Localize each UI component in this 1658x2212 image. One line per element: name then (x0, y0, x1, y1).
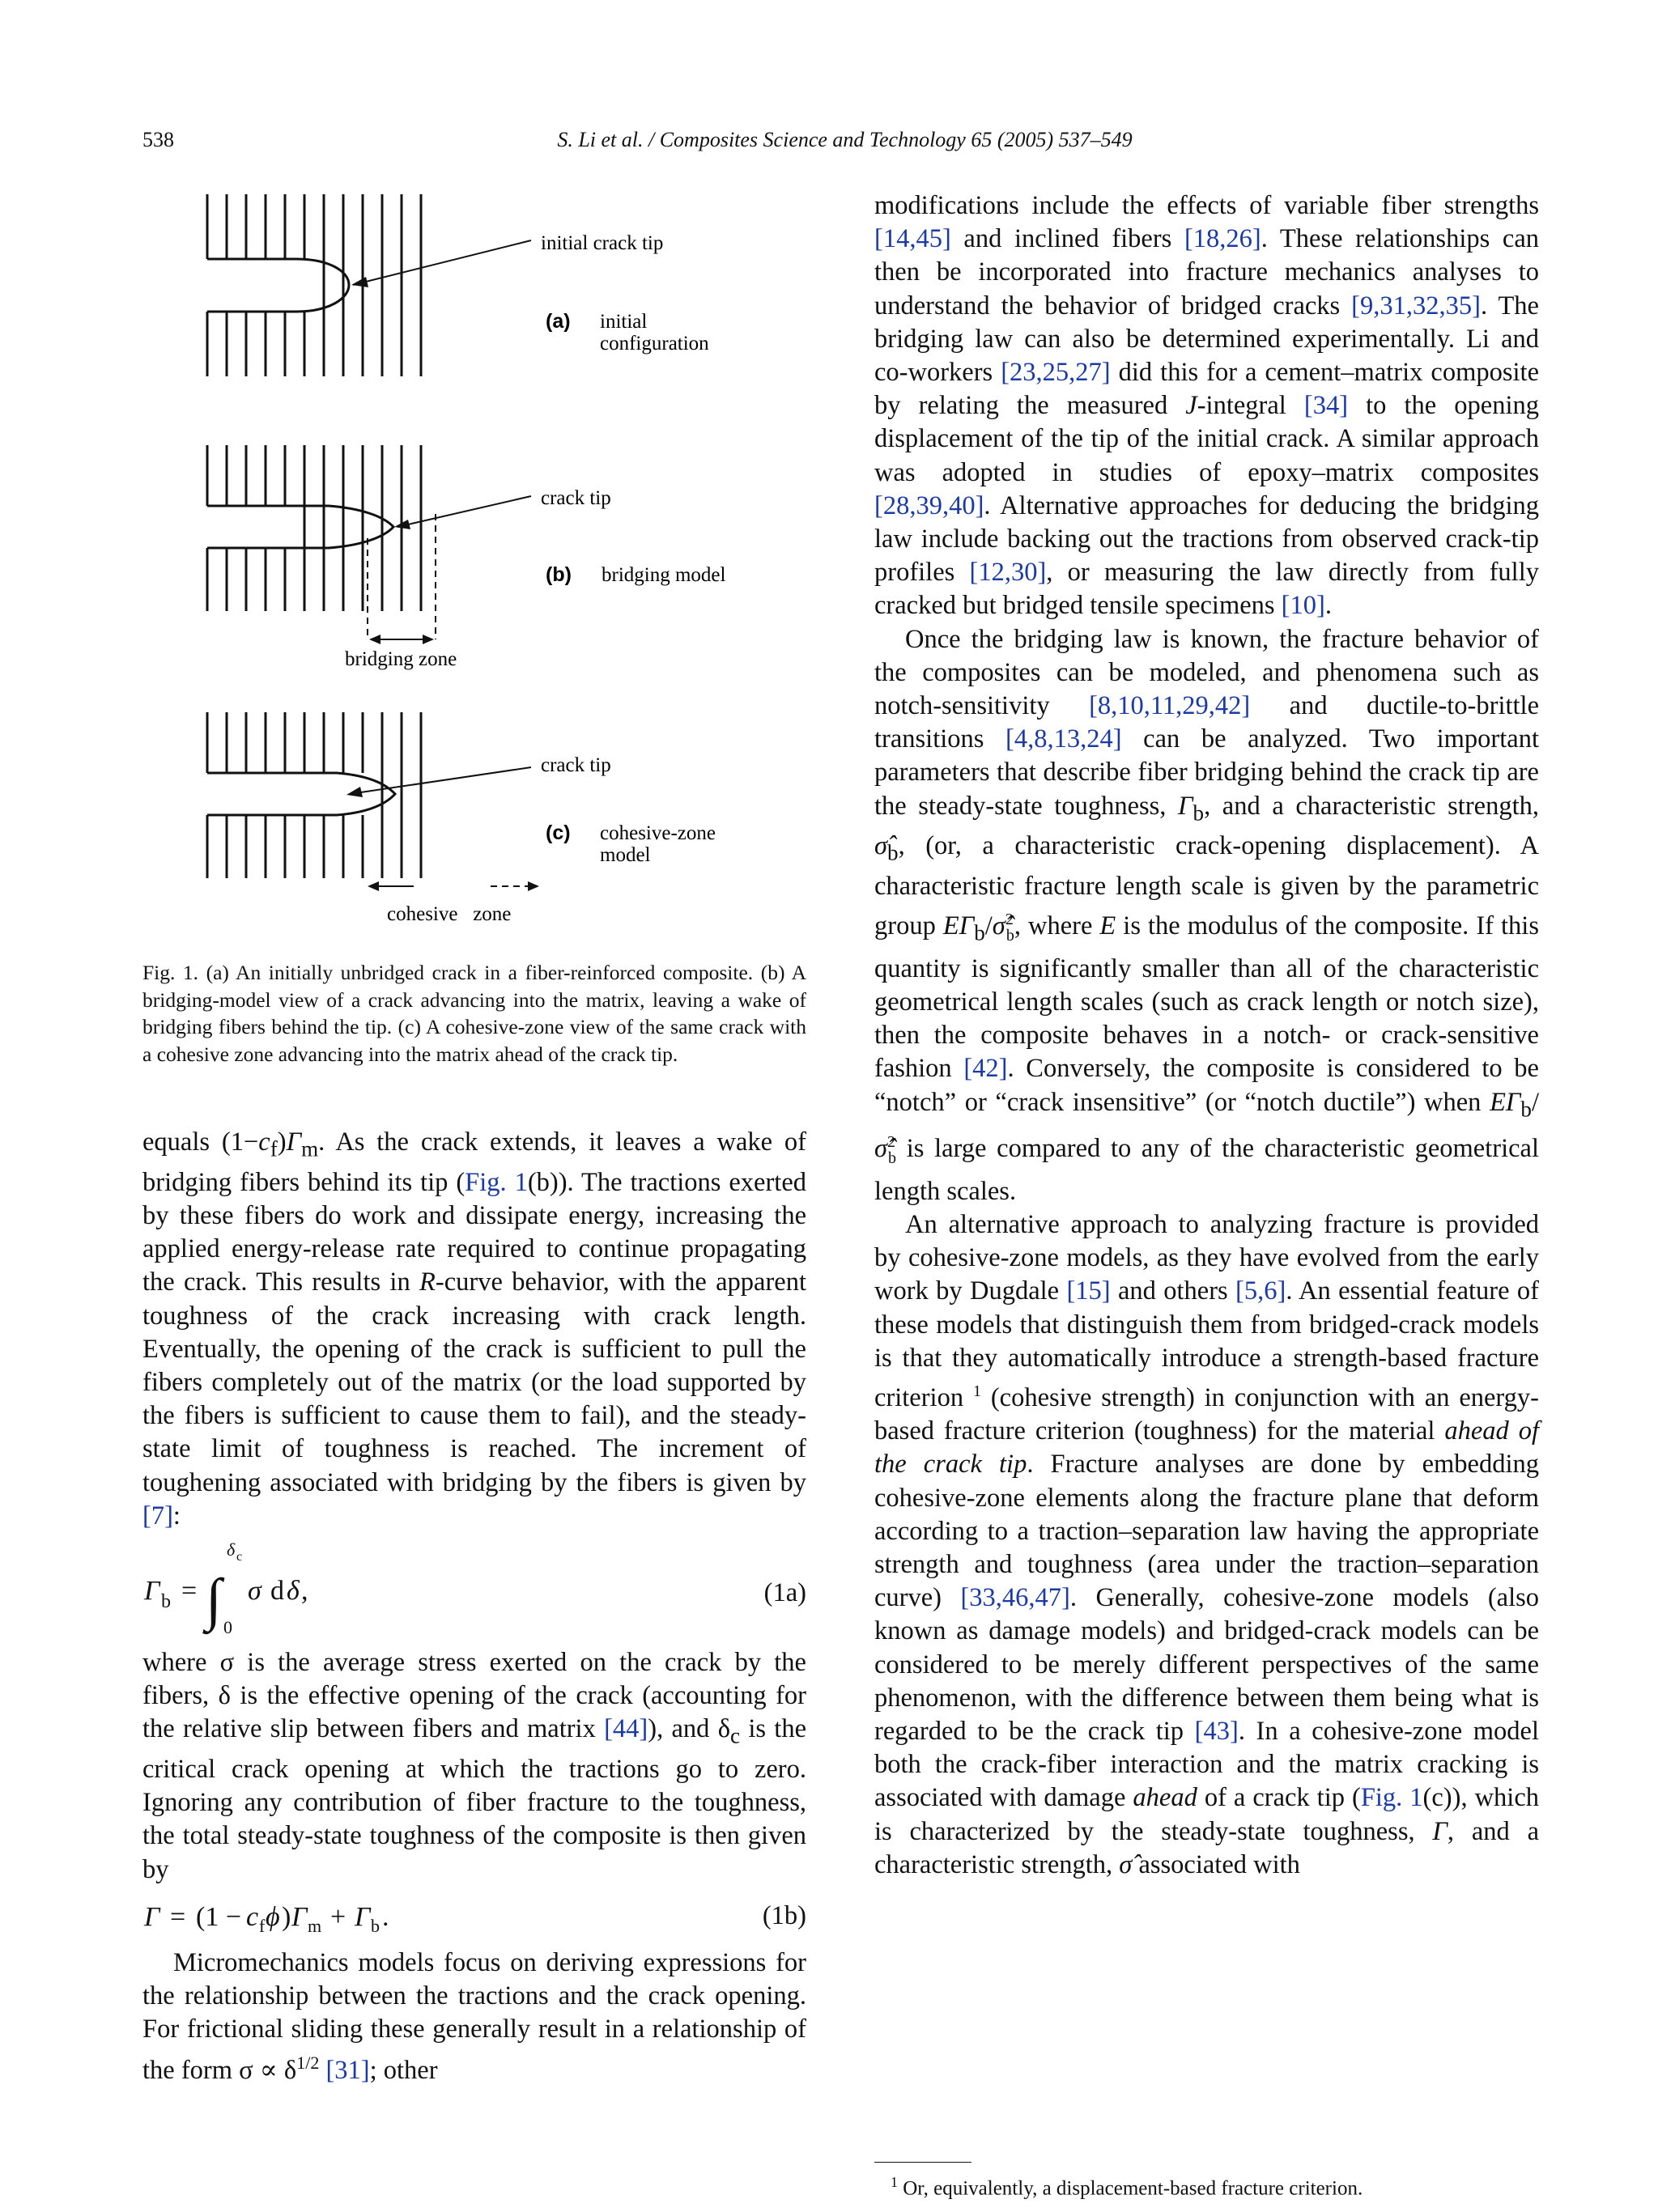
citation-link[interactable]: [44] (604, 1714, 648, 1744)
footnote-rule (874, 2162, 971, 2163)
panel-b-tip-label: crack tip (541, 487, 611, 509)
paragraph: modifications include the effects of variable fiber strengths [14,45] and inclined fibers [18,26]. These relationships can then be incorporated into fracture mechanics analyses to understand the behavior of bridged cracks [9,31,32,35]. The bridging law can also be determined experimentally. Li and co-workers [23,25,27] did this for a cement–matrix composite by relating the measured J-integral [34] to the opening displacement of the tip of the initial crack. A similar approach was adopted in studies of epoxy–matrix composites [28,39,40]. Alternative approaches for deducing the bridging law include backing out the tractions from observed crack-tip profiles [12,30], or measuring the law directly from fully cracked but bridged tensile specimens [10]. (874, 191, 1539, 621)
citation-link[interactable]: [18,26] (1184, 224, 1261, 254)
citation-link[interactable]: [9,31,32,35] (1351, 291, 1481, 321)
panel-a-title-1: initial (600, 311, 648, 333)
citation-link[interactable]: [5,6] (1235, 1276, 1286, 1306)
citation-link[interactable]: [42] (963, 1054, 1008, 1084)
figure-link[interactable]: Fig. 1 (465, 1167, 528, 1197)
panel-b-title: bridging model (602, 564, 726, 586)
panel-c-tag: (c) (546, 822, 571, 844)
math-length-group: $E\Gamma_b/\sigmâ^2_b$ (874, 1087, 1539, 1167)
svg-text:Γ: Γ (355, 1901, 371, 1932)
svg-text:δ: δ (287, 1575, 300, 1606)
paragraph: Micromechanics models focus on deriving expressions for the relationship between the tractions and the crack opening. For frictional sliding these generally result in a relationship of the form $\sigma \propto \delta^{1/2}$ [31]; other (142, 1947, 806, 2086)
svg-text:b: b (161, 1590, 171, 1612)
panel-a-crack (207, 259, 349, 312)
equation-1b-math (142, 1895, 483, 1938)
svg-text:+: + (330, 1901, 346, 1932)
equation-number: (1a) (763, 1577, 806, 1607)
footnote (891, 2174, 1363, 2200)
footnote-mark[interactable]: 1 (972, 1382, 981, 1401)
paragraph: where σ is the average stress exerted on the crack by the fibers, δ is the effective opening of the crack (accounting for the relative slip between fibers and matrix [44]), and $\delta_c$ is the critical crack opening at which the tractions go to zero. Ignoring any contribution of fiber fracture to the toughness, the total steady-state toughness of the composite is then given by (142, 1647, 806, 1884)
svg-text:=: = (181, 1575, 198, 1606)
panel-b-zone-label: bridging zone (345, 648, 457, 670)
left-column (142, 1126, 806, 2088)
panel-c-title-2: model (600, 844, 651, 866)
svg-text:ϕ: ϕ (266, 1901, 280, 1932)
citation-link[interactable]: [10] (1281, 591, 1325, 621)
paragraph: Once the bridging law is known, the fracture behavior of the composites can be modeled, and phenomena such as notch-sensitivity [8,10,11,29,42] and ductile-to-brittle transitions [4,8,13,24] can be analyzed. Two important parameters that describe fiber bridging behind the crack tip are the steady-state toughness, $\Gamma_b$, and a characteristic strength, $\sigmâ_b$, (or, a characteristic crack-opening displacement). A characteristic fracture length scale is given by the parametric group $E\Gamma_b/\sigmâ^2_b$, where E is the modulus of the composite. If this quantity is significantly smaller than all of the characteristic geometrical length scales (such as crack length or notch size), then the composite behaves in a notch- or crack-sensitive fashion [42]. Conversely, the composite is considered to be “notch” or “crack insensitive” (or “notch ductile”) when $E\Gamma_b/\sigmâ^2_b$ is large compared to any of the characteristic geometrical length scales. (874, 624, 1539, 1206)
svg-text:b: b (371, 1915, 380, 1936)
citation-link[interactable]: [12,30] (969, 558, 1047, 588)
paragraph: An alternative approach to analyzing fracture is provided by cohesive-zone models, as they have evolved from the early work by Dugdale [15] and others [5,6]. An essential feature of these models that distinguish them from bridged-crack models is that they automatically introduce a strength-based fracture criterion $^1$ (cohesive strength) in conjunction with an energy-based fracture criterion (toughness) for the material ahead of the crack tip. Fracture analyses are done by embedding cohesive-zone elements along the fracture plane that deform according to a traction–separation law having the appropriate strength and toughness (area under the traction–separation curve) [33,46,47]. Generally, cohesive-zone models (also known as damage models) and bridged-crack models can be considered to be merely different perspectives of the same phenomenon, with the difference between them being what is regarded to be the crack tip [43]. In a cohesive-zone model both the crack-fiber interaction and the matrix cracking is associated with damage ahead of a crack tip (Fig. 1(c)), which is characterized by the steady-state toughness, Γ, and a characteristic strength, σ̂ associated with (874, 1210, 1540, 1879)
svg-text:,: , (301, 1575, 308, 1606)
footnote-text: Or, equivalently, a displacement-based fracture criterion. (903, 2177, 1363, 2200)
right-column (874, 189, 1539, 1882)
figure-link[interactable]: Fig. 1 (1360, 1783, 1423, 1813)
math-length-group: $E\Gamma_b/\sigmâ^2_b$ (942, 911, 1014, 945)
svg-text:Γ: Γ (291, 1901, 308, 1932)
svg-text:.: . (382, 1901, 389, 1932)
panel-c-tip-label: crack tip (541, 754, 611, 776)
equation-1b (142, 1895, 806, 1938)
panel-c-zone-label: cohesive zone (387, 903, 512, 925)
svg-text:δ: δ (227, 1539, 236, 1560)
equation-1a-math (142, 1533, 385, 1646)
panel-c-fibers (207, 712, 421, 878)
panel-b-tag: (b) (546, 563, 572, 586)
svg-text:d: d (270, 1575, 284, 1606)
svg-text:Γ: Γ (144, 1575, 160, 1606)
citation-link[interactable]: [34] (1303, 391, 1349, 421)
equation-number: (1b) (762, 1900, 806, 1930)
figure-caption: Fig. 1. (a) An initially unbridged crack in a fiber-reinforced composite. (b) A bridging-model view of a crack advancing into the matrix, leaving a wake of bridging fibers behind the tip. (c) A cohesive-zone view of the same crack with a cohesive zone advancing into the matrix ahead of the crack tip. (142, 961, 806, 1066)
citation-link[interactable]: [15] (1066, 1276, 1111, 1306)
math-sigma-hat-b: $\sigmâ_b$ (874, 831, 899, 865)
svg-text:c: c (246, 1901, 259, 1932)
panel-a-fibers (207, 194, 421, 376)
svg-text:0: 0 (223, 1616, 232, 1637)
figure-1 (142, 182, 806, 947)
svg-text:m: m (308, 1915, 322, 1936)
citation-link[interactable]: [8,10,11,29,42] (1089, 691, 1251, 721)
math-sigma-hat: σ̂ (1119, 1849, 1133, 1879)
panel-a-tag: (a) (546, 310, 571, 333)
citation-link[interactable]: [14,45] (874, 224, 951, 254)
svg-text:σ: σ (248, 1575, 261, 1606)
citation-link[interactable]: [4,8,13,24] (1005, 724, 1122, 754)
svg-text:∫: ∫ (206, 1566, 222, 1632)
math-gamma-b: $\Gamma_b$ (1178, 791, 1205, 826)
page-number: 538 (142, 128, 174, 151)
math-gamma: Γ (1432, 1816, 1448, 1846)
footnote-number: 1 (891, 2174, 898, 2190)
svg-text:(1 −: (1 − (196, 1901, 241, 1932)
citation-link[interactable]: [31] (325, 2056, 370, 2086)
citation-link[interactable]: [33,46,47] (960, 1583, 1070, 1613)
citation-link[interactable]: [7] (142, 1501, 173, 1531)
svg-text:c: c (236, 1549, 243, 1564)
panel-a-title-2: configuration (600, 333, 709, 355)
svg-text:=: = (170, 1901, 186, 1932)
panel-c-title-1: cohesive-zone (600, 822, 716, 844)
svg-text:f: f (259, 1915, 266, 1936)
paragraph: equals $(1-c_f)\Gamma_m$. As the crack extends, it leaves a wake of bridging fibers behind its tip (Fig. 1(b)). The tractions exerted by these fibers do work and dissipate energy, increasing the applied energy-release rate required to continue propagating the crack. This results in R-curve behavior, with the apparent toughness of the crack increasing with crack length. Eventually, the opening of the crack is sufficient to pull the fibers completely out of the matrix (or the load supported by the fibers is sufficient to cause them to fail), and the steady-state limit of toughness is reached. The increment of toughening associated with bridging by the fibers is given by [7]: (142, 1127, 806, 1531)
svg-text:Γ: Γ (144, 1901, 160, 1932)
svg-text:): ) (282, 1901, 291, 1932)
running-head: S. Li et al. / Composites Science and Technology 65 (2005) 537–549 (557, 128, 1133, 151)
panel-a-tip-label: initial crack tip (541, 232, 664, 254)
panel-b-fibers (207, 445, 421, 611)
citation-link[interactable]: [28,39,40] (874, 490, 984, 520)
equation-1a (142, 1533, 806, 1646)
running-header (142, 128, 1547, 160)
panel-c-crack (207, 773, 395, 815)
citation-link[interactable]: [43] (1194, 1716, 1239, 1746)
panel-b-crack (207, 506, 393, 548)
citation-link[interactable]: [23,25,27] (1001, 358, 1111, 388)
